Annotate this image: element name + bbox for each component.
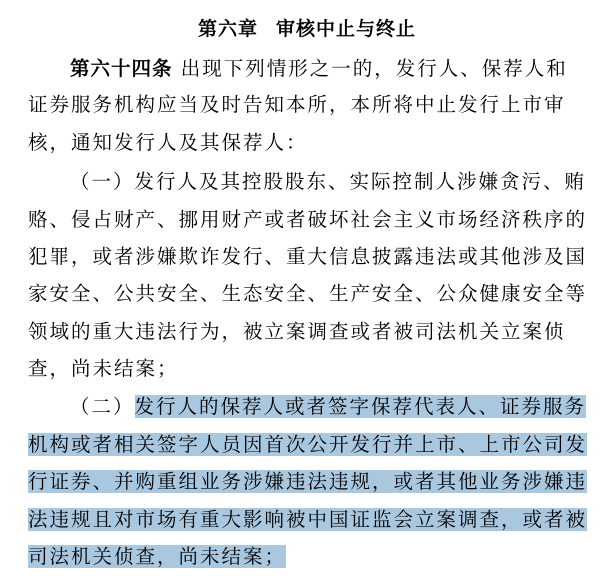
article-intro-line-3: 核，通知发行人及其保荐人： xyxy=(28,131,308,154)
chapter-title: 审核中止与终止 xyxy=(276,18,417,40)
article-intro-line-2: 证券服务机构应当及时告知本所，本所将中止发行上市审 xyxy=(28,93,566,116)
item-2-line-3 xyxy=(28,465,587,499)
item-2-line-5 xyxy=(28,540,286,574)
chapter-number: 第六章 xyxy=(197,18,258,40)
item-2-line-4 xyxy=(28,503,587,537)
article-intro-text-1: 出现下列情形之一的，发行人、保荐人和 xyxy=(180,57,568,80)
article-intro-line-1 xyxy=(70,52,568,86)
item-2-prefix: （二） xyxy=(70,395,135,418)
selected-text[interactable]: 发行人的保荐人或者签字保荐代表人、证券服务 xyxy=(134,395,587,418)
item-1-line-1: （一）发行人及其控股股东、实际控制人涉嫌贪污、贿 xyxy=(70,170,587,193)
item-1-line-6: 查，尚未结案； xyxy=(28,357,179,380)
item-1-line-4: 家安全、公共安全、生态安全、生产安全、公众健康安全等 xyxy=(28,282,588,305)
selected-text[interactable]: 机构或者相关签字人员因首次公开发行并上市、上市公司发 xyxy=(28,433,588,456)
selected-text[interactable]: 司法机关侦查，尚未结案； xyxy=(28,545,287,568)
item-2-line-1 xyxy=(70,390,586,424)
article-number: 第六十四条 xyxy=(70,57,173,80)
item-1-line-3: 犯罪，或者涉嫌欺诈发行、重大信息披露违法或其他涉及国 xyxy=(28,245,588,268)
selected-text[interactable]: 行证券、并购重组业务涉嫌违法违规，或者其他业务涉嫌违 xyxy=(28,470,588,493)
chapter-heading xyxy=(0,14,614,44)
selected-text[interactable]: 法违规且对市场有重大影响被中国证监会立案调查，或者被 xyxy=(28,508,588,531)
item-1-line-5: 领域的重大违法行为，被立案调查或者被司法机关立案侦 xyxy=(28,320,566,343)
item-2-line-2 xyxy=(28,428,587,462)
item-1-line-2: 赂、侵占财产、挪用财产或者破坏社会主义市场经济秩序的 xyxy=(28,208,588,231)
